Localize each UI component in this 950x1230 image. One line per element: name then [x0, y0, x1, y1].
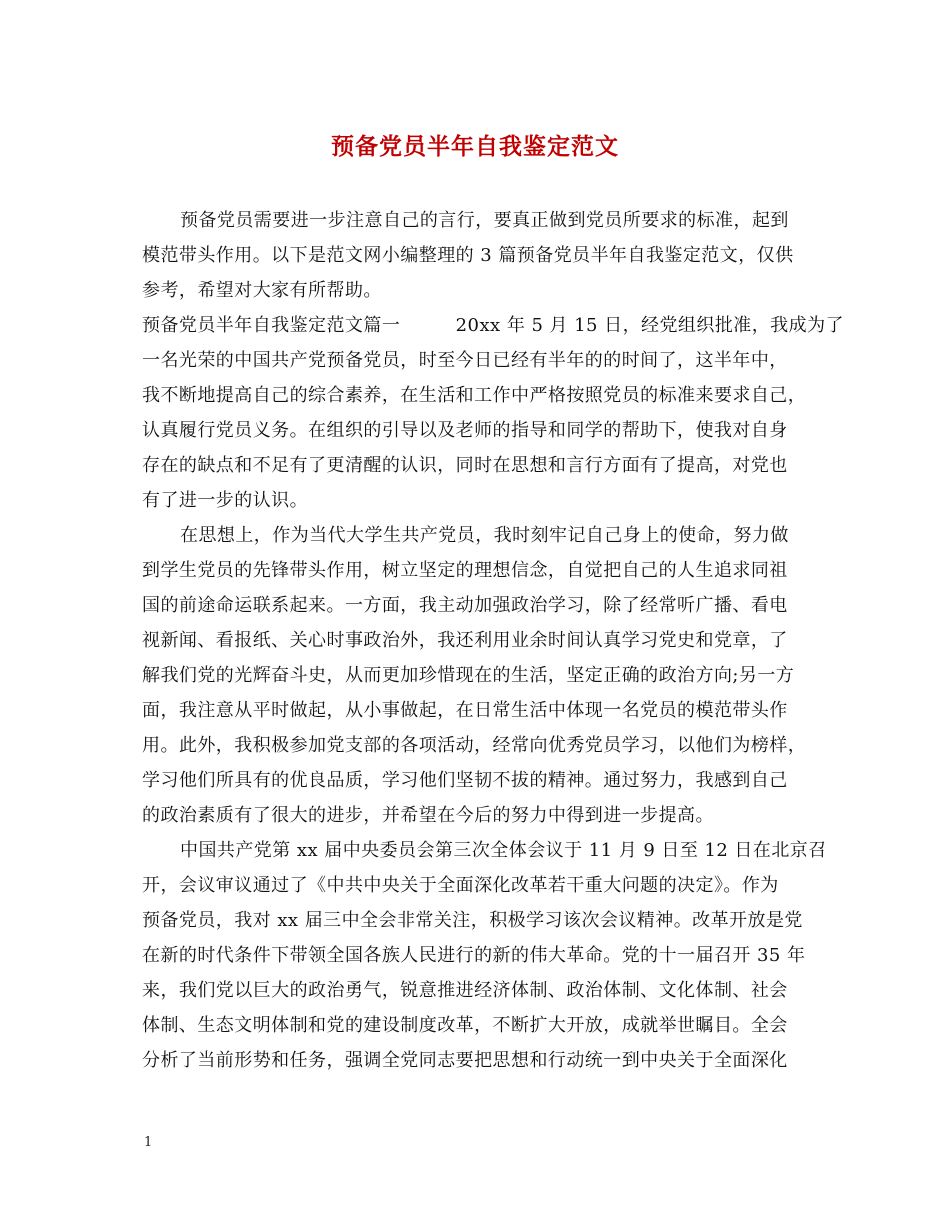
text-line: 体制、生态文明体制和党的建设制度改革，不断扩大开放，成就举世瞩目。全会 [142, 1015, 788, 1036]
text-line: 的政治素质有了很大的进步，并希望在今后的努力中得到进一步提高。 [142, 805, 714, 826]
text-line: 面，我注意从平时做起，从小事做起，在日常生活中体现一名党员的模范带头作 [142, 700, 788, 721]
text-line: 预备党员，我对 xx 届三中全会非常关注，积极学习该次会议精神。改革开放是党 [142, 910, 803, 931]
text-line: 分析了当前形势和任务，强调全党同志要把思想和行动统一到中央关于全面深化 [142, 1050, 788, 1071]
text-line: 学习他们所具有的优良品质，学习他们坚韧不拔的精神。通过努力，我感到自己 [142, 770, 788, 791]
text-line: 有了进一步的认识。 [142, 490, 309, 511]
text-line: 参考，希望对大家有所帮助。 [142, 280, 382, 301]
text-line: 认真履行党员义务。在组织的引导以及老师的指导和同学的帮助下，使我对自身 [142, 420, 788, 441]
text-line: 开，会议审议通过了《中共中央关于全面深化改革若干重大问题的决定》。作为 [142, 875, 779, 896]
document-body [142, 203, 844, 1078]
text-line: 解我们党的光辉奋斗史，从而更加珍惜现在的生活，坚定正确的政治方向;另一方 [142, 665, 795, 686]
text-line: 预备党员半年自我鉴定范文篇一 20xx 年 5 月 15 日，经党组织批准，我成为了 [142, 315, 844, 336]
text-line: 国的前途命运联系起来。一方面，我主动加强政治学习，除了经常听广播、看电 [142, 595, 788, 616]
text-line: 在思想上，作为当代大学生共产党员，我时刻牢记自己身上的使命，努力做 [180, 525, 789, 546]
text-line: 用。此外，我积极参加党支部的各项活动，经常向优秀党员学习，以他们为榜样， [142, 735, 807, 756]
page-number: 1 [144, 1135, 153, 1150]
text-line: 模范带头作用。以下是范文网小编整理的 3 篇预备党员半年自我鉴定范文，仅供 [142, 245, 794, 266]
text-line: 一名光荣的中国共产党预备党员，时至今日已经有半年的的时间了，这半年中， [142, 350, 788, 371]
text-line: 到学生党员的先锋带头作用，树立坚定的理想信念，自觉把自己的人生追求同祖 [142, 560, 788, 581]
text-line: 来，我们党以巨大的政治勇气，锐意推进经济体制、政治体制、文化体制、社会 [142, 980, 788, 1001]
text-line: 在新的时代条件下带领全国各族人民进行的新的伟大革命。党的十一届召开 35 年 [142, 945, 806, 966]
document-title: 预备党员半年自我鉴定范文 [331, 133, 619, 160]
text-line: 视新闻、看报纸、关心时事政治外，我还利用业余时间认真学习党史和党章，了 [142, 630, 788, 651]
text-line: 中国共产党第 xx 届中央委员会第三次全体会议于 11 月 9 日至 12 日在北京召 [180, 840, 827, 861]
text-line: 我不断地提高自己的综合素养，在生活和工作中严格按照党员的标准来要求自己， [142, 385, 807, 406]
text-line: 预备党员需要进一步注意自己的言行，要真正做到党员所要求的标准，起到 [180, 210, 789, 231]
text-line: 存在的缺点和不足有了更清醒的认识，同时在思想和言行方面有了提高，对党也 [142, 455, 788, 476]
